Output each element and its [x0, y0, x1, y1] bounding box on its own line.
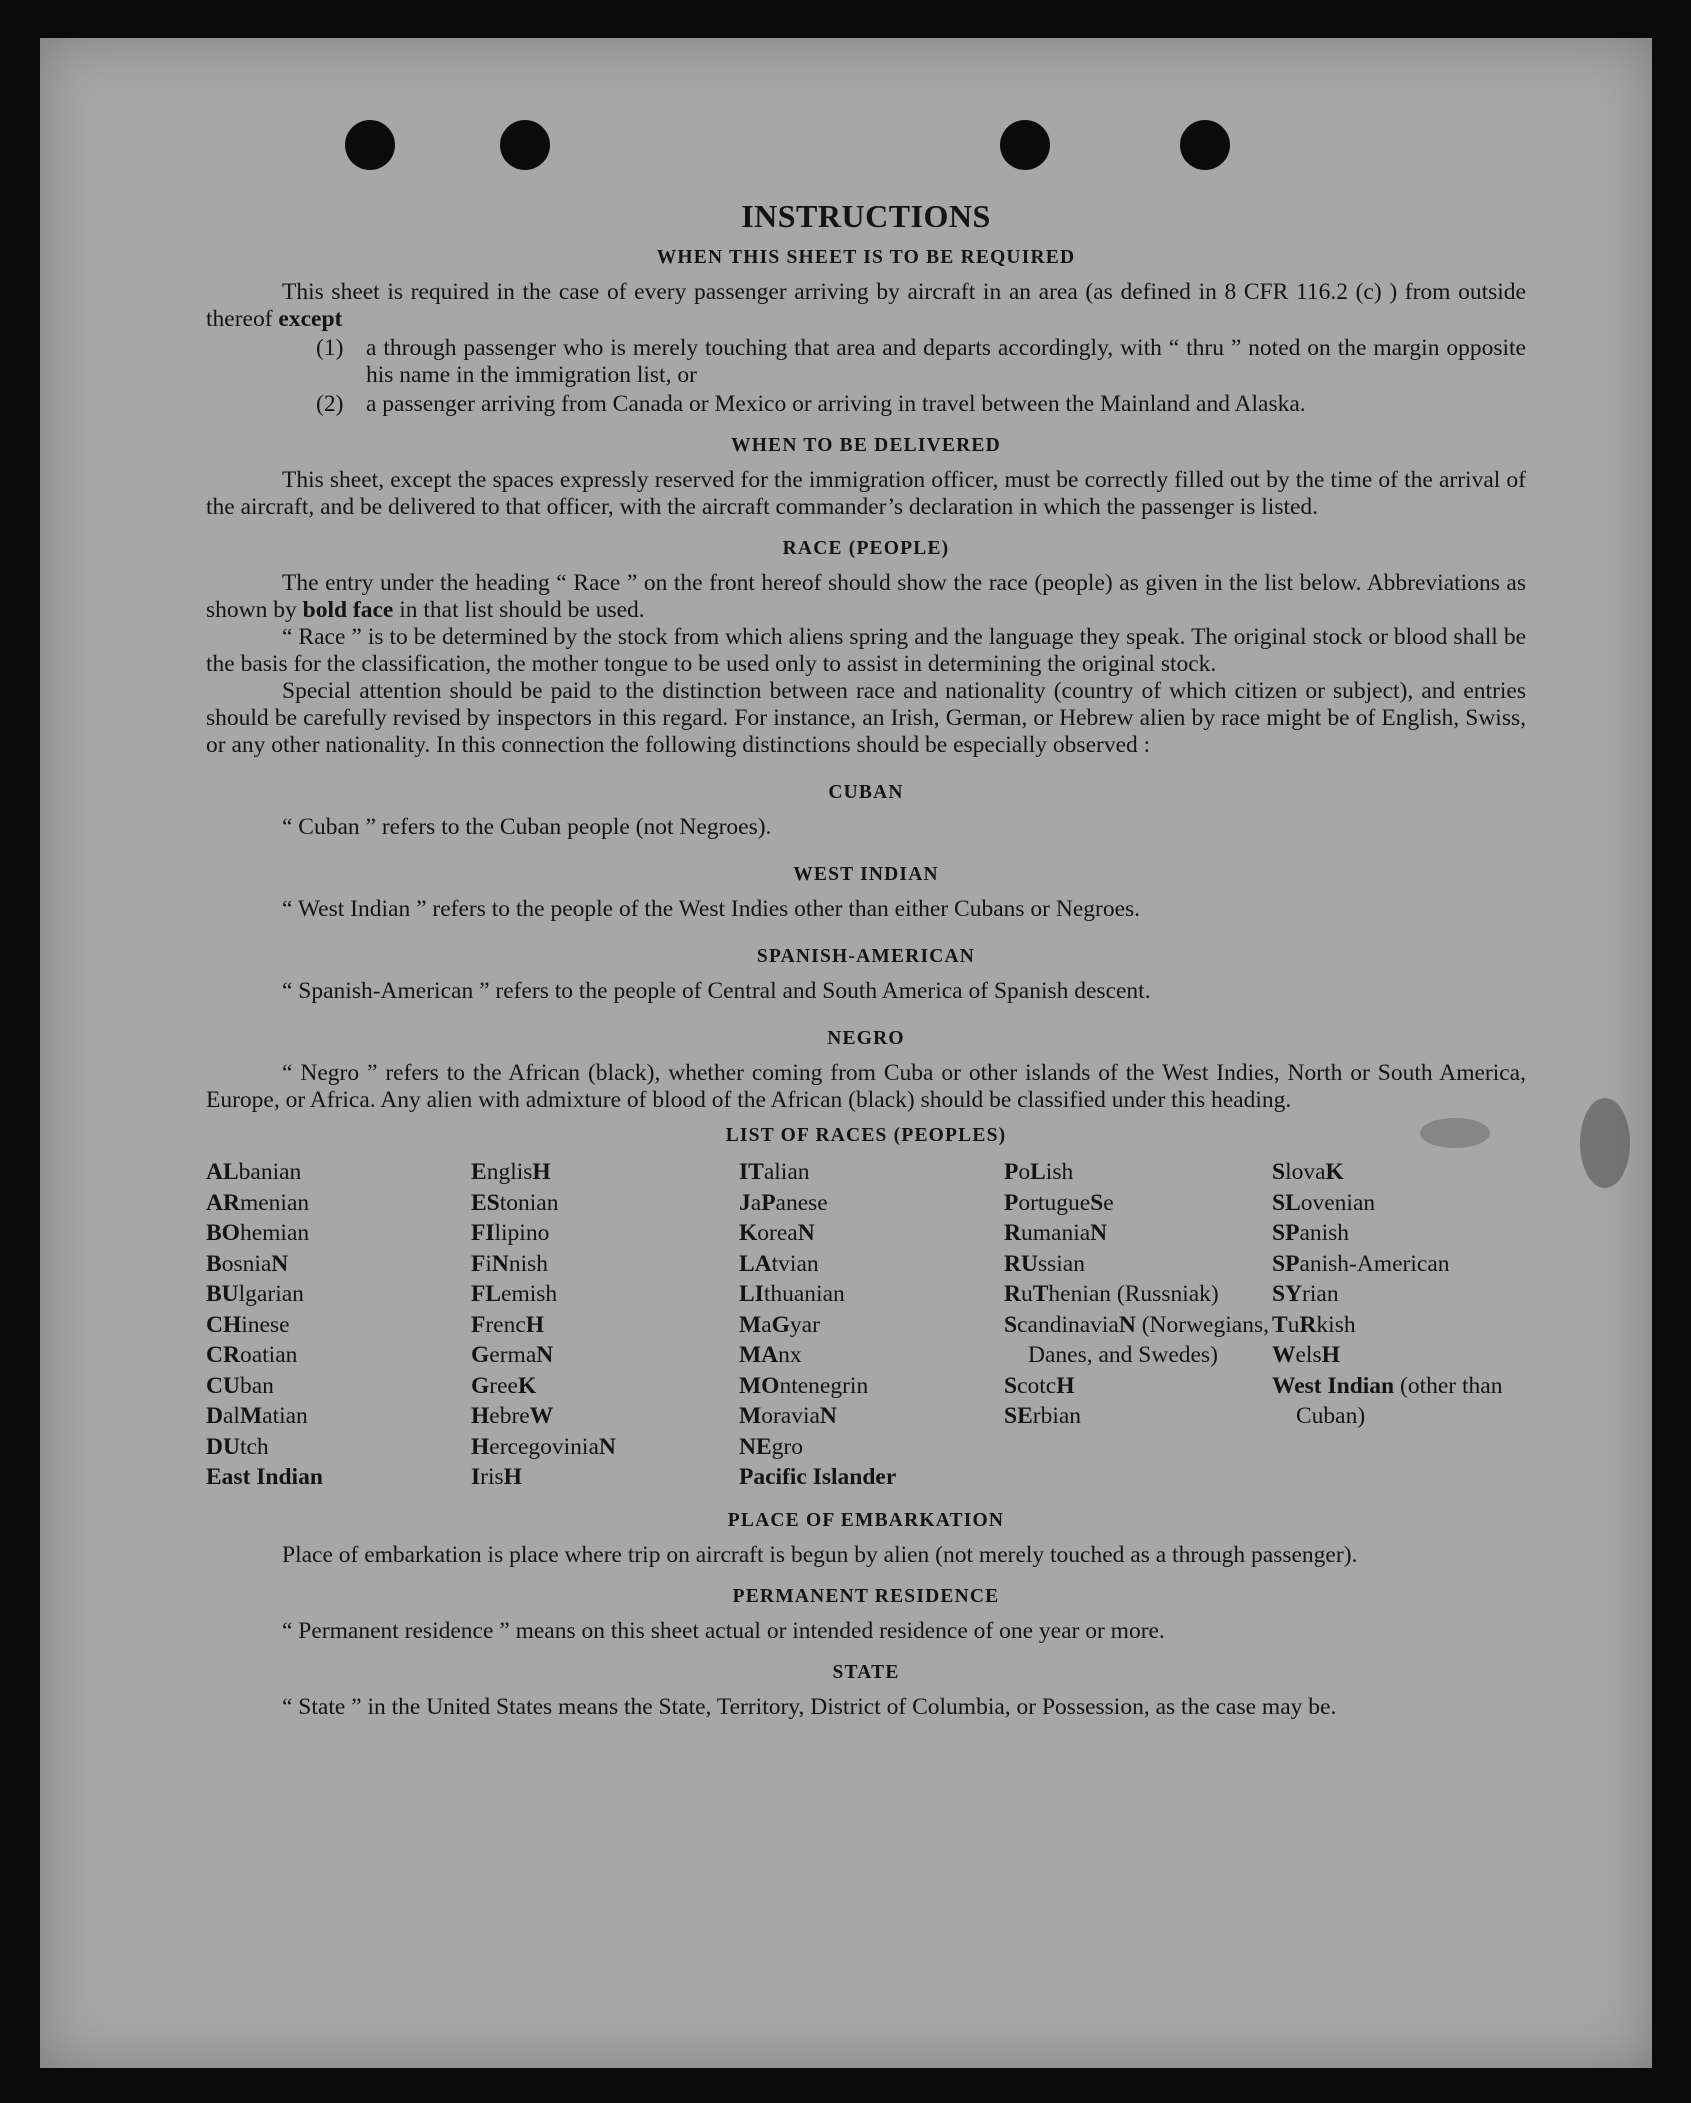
race-item: FrencH [471, 1311, 545, 1338]
race-item: SPanish [1272, 1220, 1350, 1246]
race-item: Pacific Islander [739, 1464, 897, 1490]
race-paragraph-3: Special attention should be paid to the distinction between race and nationality (country of which citizen or subject), and entries should be carefully revised by inspectors in this regard. For instance, an Irish, German, or Hebrew alien by race might be of English, Swiss, or any other nationality. In this connection the following distinctions should be especially observed : [206, 678, 1526, 758]
race-item: RuThenian (Russniak) [1004, 1281, 1219, 1307]
race-item: SYrian [1272, 1281, 1339, 1307]
race-item: WelsH [1272, 1342, 1340, 1368]
heading-permanent-residence: PERMANENT RESIDENCE [732, 1585, 1000, 1607]
race-item: IrisH [471, 1464, 522, 1490]
race-item: TuRkish [1272, 1311, 1356, 1338]
when-required-intro: This sheet is required in the case of every passenger arriving by aircraft in an area (as defined in 8 CFR 116.2 (c) ) from outside thereof except [206, 279, 1526, 332]
heading-west-indian: WEST INDIAN [793, 864, 939, 885]
race-item: MAnx [739, 1342, 802, 1368]
embarkation-text: Place of embarkation is place where trip on aircraft is begun by alien (not merely touched as a through passenger). [282, 1541, 1358, 1568]
punch-hole [1000, 120, 1050, 170]
race-item: GermaN [471, 1342, 554, 1368]
race-item: FiNnish [471, 1250, 549, 1277]
race-item: ScandinaviaN (Norwegians, Danes, and Swedes) [1004, 1311, 1269, 1368]
race-item: CRoatian [206, 1342, 298, 1368]
race-item: SLovenian [1272, 1189, 1376, 1216]
race-item: LAtvian [739, 1250, 819, 1277]
cuban-text: “ Cuban ” refers to the Cuban people (not Negroes). [282, 814, 772, 840]
race-item: SPanish-American [1272, 1250, 1450, 1277]
punch-hole [1180, 120, 1230, 170]
race-item: KoreaN [739, 1220, 815, 1246]
race-column [206, 1157, 471, 1493]
race-column [739, 1157, 1004, 1493]
race-item: MoraviaN [739, 1403, 837, 1429]
race-item: ScotcH [1004, 1372, 1075, 1399]
west-indian-text: “ West Indian ” refers to the people of the West Indies other than either Cubans or Negroes. [282, 896, 1141, 922]
race-item: ARmenian [206, 1189, 310, 1216]
race-item: LIthuanian [739, 1281, 845, 1307]
race-item: PortugueSe [1004, 1189, 1114, 1216]
race-column [1272, 1157, 1526, 1493]
race-item: SErbian [1004, 1403, 1082, 1429]
race-item: FIlipino [471, 1220, 550, 1246]
heading-spanish-american: SPANISH-AMERICAN [756, 946, 976, 967]
race-item: MOntenegrin [739, 1372, 869, 1399]
heading-when-required: WHEN THIS SHEET IS TO BE REQUIRED [656, 247, 1076, 268]
punch-hole [500, 120, 550, 170]
race-item: MaGyar [739, 1311, 820, 1338]
race-column [471, 1157, 739, 1493]
ink-smudge [1580, 1098, 1630, 1188]
race-item: CHinese [206, 1311, 290, 1338]
race-item: RumaniaN [1004, 1220, 1108, 1246]
race-paragraph-2: “ Race ” is to be determined by the stock from which aliens spring and the language they speak. The original stock or blood shall be the basis for the classification, the mother tongue to be used only to assist in determining the original stock. [206, 624, 1526, 677]
race-item: ITalian [739, 1159, 810, 1185]
when-delivered-text: This sheet, except the spaces expressly reserved for the immigration officer, must be correctly filled out by the time of the arrival of the aircraft, and be delivered to that officer, with the aircraft commander’s declaration in which the passenger is listed. [206, 467, 1526, 520]
heading-negro: NEGRO [827, 1028, 905, 1049]
race-item: East Indian [206, 1464, 323, 1490]
instructions-content [206, 198, 1526, 1721]
race-item: PoLish [1004, 1159, 1074, 1185]
race-paragraph-1: The entry under the heading “ Race ” on the front hereof should show the race (people) as given in the list below. Abbreviations as shown by bold face in that list should be used. [206, 570, 1526, 623]
race-item: GreeK [471, 1372, 537, 1399]
race-item: BUlgarian [206, 1281, 304, 1307]
race-item: NEgro [739, 1433, 803, 1460]
negro-text: “ Negro ” refers to the African (black), whether coming from Cuba or other islands of the West Indies, North or South America, Europe, or Africa. Any alien with admixture of blood of the African (black) should be classified under this heading. [206, 1060, 1526, 1113]
spanish-american-text: “ Spanish-American ” refers to the people of Central and South America of Spanish descent. [282, 978, 1151, 1004]
exception-item: (2) a passenger arriving from Canada or Mexico or arriving in travel between the Mainland and Alaska. [316, 391, 1306, 417]
race-item: HercegoviniaN [471, 1433, 616, 1460]
state-text: “ State ” in the United States means the State, Territory, District of Columbia, or Possession, as the case may be. [282, 1693, 1337, 1720]
race-item: RUssian [1004, 1250, 1085, 1277]
race-item: JaPanese [739, 1189, 828, 1216]
race-item: West Indian (other than Cuban) [1272, 1372, 1503, 1429]
exception-item: (1) a through passenger who is merely touching that area and departs accordingly, with “ thru ” noted on the margin opposite his name in the immigration list, or [316, 335, 1526, 388]
permanent-residence-text: “ Permanent residence ” means on this sheet actual or intended residence of one year or more. [282, 1617, 1165, 1644]
heading-embarkation: PLACE OF EMBARKATION [727, 1509, 1005, 1531]
race-item: DalMatian [206, 1403, 308, 1429]
heading-cuban: CUBAN [828, 782, 904, 803]
document-sheet [40, 38, 1652, 2068]
races-list [206, 1157, 1526, 1493]
page-title: INSTRUCTIONS [741, 198, 991, 234]
race-item: CUban [206, 1372, 274, 1399]
race-item: DUtch [206, 1433, 269, 1460]
race-item: SlovaK [1272, 1159, 1344, 1185]
punch-hole [345, 120, 395, 170]
heading-when-delivered: WHEN TO BE DELIVERED [731, 435, 1001, 456]
race-item: EnglisH [471, 1159, 551, 1185]
race-item: BosniaN [206, 1250, 289, 1277]
race-item: ALbanian [206, 1159, 302, 1185]
race-item: FLemish [471, 1281, 558, 1307]
race-item: BOhemian [206, 1220, 310, 1246]
race-item: HebreW [471, 1403, 554, 1429]
race-column [1004, 1157, 1272, 1493]
race-item: EStonian [471, 1189, 559, 1216]
heading-state: STATE [832, 1661, 900, 1683]
heading-race: RACE (PEOPLE) [782, 538, 950, 559]
heading-list-of-races: LIST OF RACES (PEOPLES) [725, 1125, 1007, 1146]
